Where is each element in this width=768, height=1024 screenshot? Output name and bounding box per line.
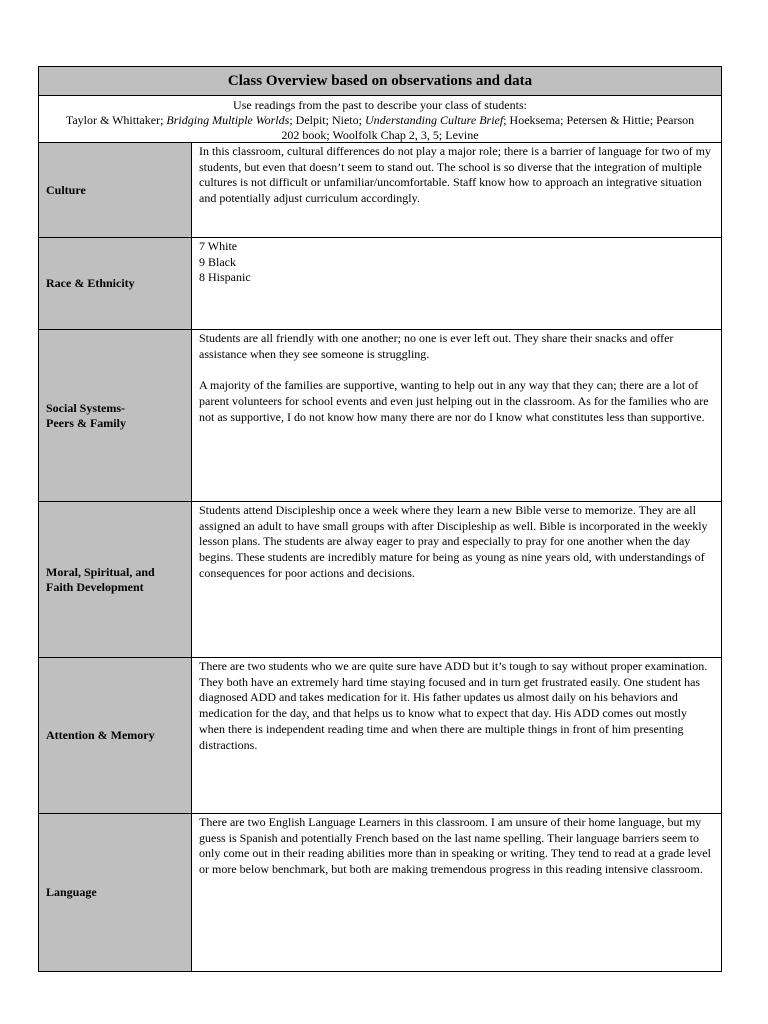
label-language-text: Language <box>46 885 97 899</box>
intro-line-2-c: ; Delpit; Nieto; <box>289 113 365 127</box>
content-moral-spiritual <box>192 502 721 657</box>
race-item: 7 White <box>199 239 238 253</box>
label-race-ethnicity-text: Race & Ethnicity <box>46 276 135 290</box>
label-moral-line-1: Moral, Spiritual, and <box>46 564 155 579</box>
label-race-ethnicity <box>39 238 192 329</box>
content-attention-text: There are two students who we are quite sure have ADD but it’s tough to say without proper examination. They both have an extremely hard time staying focused and in turn get frustrated easily. One student has diagnosed ADD and takes medication for it. His father updates us almost daily on his behaviors and medication for the day, and that helps us to know what to expect that day. His ADD comes out mostly when there is independent reading time and when there are multiple things in front of him presenting distractions. <box>199 659 708 752</box>
row-attention-memory <box>39 658 721 814</box>
label-attention-memory <box>39 658 192 813</box>
label-social-line-1: Social Systems- <box>46 400 125 415</box>
table-title: Class Overview based on observations and data <box>39 67 721 96</box>
content-race-ethnicity <box>192 238 721 329</box>
content-social-systems <box>192 330 721 501</box>
label-social-systems <box>39 330 192 501</box>
intro-line-2-a: Taylor & Whittaker; <box>65 113 167 127</box>
label-attention-text: Attention & Memory <box>46 728 155 742</box>
label-social-line-2: Peers & Family <box>46 415 126 430</box>
content-language <box>192 814 721 971</box>
label-culture <box>39 143 192 237</box>
race-item: 8 Hispanic <box>199 270 251 285</box>
intro-line-2-d: Understanding Culture Brief <box>364 113 504 127</box>
content-culture-text: In this classroom, cultural differences do not play a major role; there is a barrier of language for two of my students, but even that doesn’t seem to stand out. The school is so diverse that the integration of multiple cultures is not difficult or unfamiliar/uncomfortable. Staff know how to approach an integrative situation and potentially adjust curriculum accordingly. <box>199 144 711 206</box>
row-social-systems <box>39 330 721 502</box>
label-language <box>39 814 192 971</box>
content-moral-text: Students attend Discipleship once a week where they learn a new Bible verse to memorize. They are all assigned an adult to have small groups with after Discipleship as well. Bible is incorporated in the weekly lesson plans. The students are alway eager to pray and especially to pray for one another when the day begins. These students are incredibly mature for being as young as nine years old, with understandings of consequences for poor actions and decisions. <box>199 503 708 580</box>
intro-line-2 <box>45 113 715 128</box>
row-culture <box>39 143 721 238</box>
label-culture-text: Culture <box>46 182 86 197</box>
content-social-paragraph-2: A majority of the families are supportive, wanting to help out in any way that they can; there are a lot of parent volunteers for school events and even just helping out in the classroom. As for the families who are not as supportive, I do not know how many there are nor do I know what constitutes less than supportive. <box>199 378 709 424</box>
intro-line-1: Use readings from the past to describe your class of students: <box>233 98 527 112</box>
intro-line-2-b: Bridging Multiple Worlds <box>166 113 290 127</box>
intro-instructions <box>39 96 721 143</box>
row-language <box>39 814 721 971</box>
class-overview-table <box>38 66 722 972</box>
content-attention-memory <box>192 658 721 813</box>
label-moral-line-2: Faith Development <box>46 579 144 594</box>
row-race-ethnicity <box>39 238 721 330</box>
row-moral-spiritual <box>39 502 721 658</box>
intro-line-3: 202 book; Woolfolk Chap 2, 3, 5; Levine <box>281 128 479 142</box>
intro-line-2-e: ; Hoeksema; Petersen & Hittie; Pearson <box>503 113 695 127</box>
label-moral-spiritual <box>39 502 192 657</box>
content-language-text: There are two English Language Learners in this classroom. I am unsure of their home language, but my guess is Spanish and potentially French based on the last name spelling. Their language barriers seem to only come out in their reading abilities more than in speaking or writing. They tend to read at a grade level or more below benchmark, but both are making tremendous progress in this reading intensive classroom. <box>199 815 711 877</box>
race-item: 9 Black <box>199 254 236 269</box>
content-culture <box>192 143 721 237</box>
content-social-paragraph-1: Students are all friendly with one another; no one is ever left out. They share their snacks and offer assistance when they see someone is struggling. <box>199 331 674 361</box>
